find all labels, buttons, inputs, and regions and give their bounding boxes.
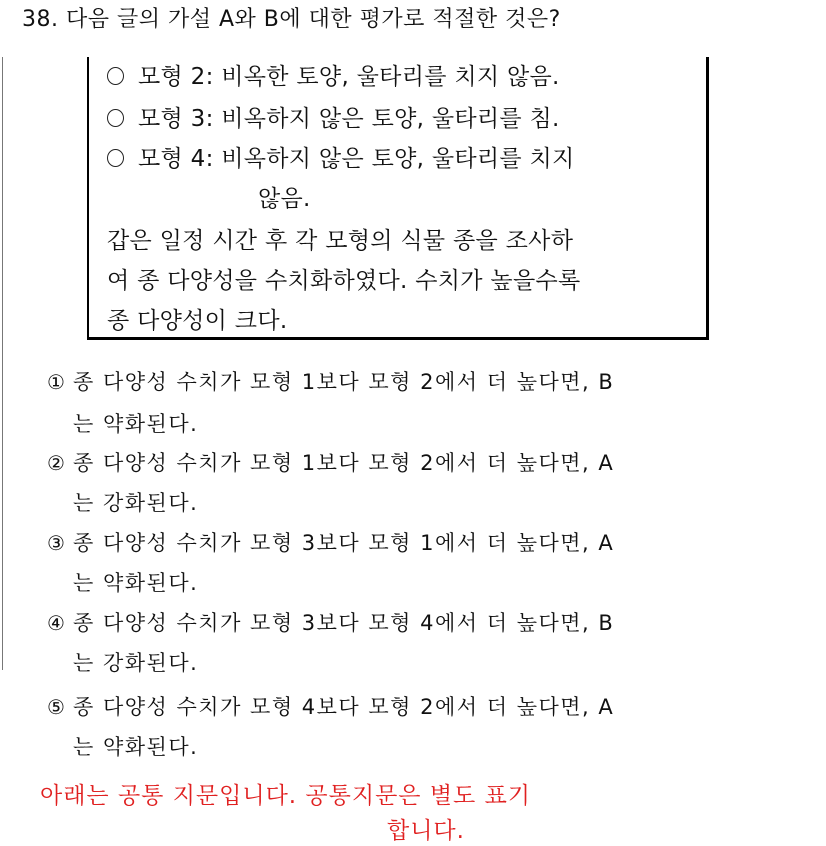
circle-bullet-icon <box>107 149 124 167</box>
model-3-line: 모형 3: 비옥하지 않은 토양, 울타리를 침. <box>107 100 560 133</box>
question-header <box>22 2 561 33</box>
passage-paragraph-line: 여 종 다양성을 수치화하였다. 수치가 높을수록 <box>107 268 581 294</box>
passage-paragraph-line: 갑은 일정 시간 후 각 모형의 식물 종을 조사하 <box>107 228 574 254</box>
common-passage-note-continuation: 합니다. <box>387 818 465 844</box>
option-2[interactable]: ② 종 다양성 수치가 모형 1보다 모형 2에서 더 높다면, A <box>47 451 615 475</box>
option-1-continuation: 는 약화된다. <box>73 412 199 436</box>
question-number: 38. <box>22 7 59 32</box>
option-number: ② <box>47 451 67 475</box>
option-2-continuation: 는 강화된다. <box>73 491 199 515</box>
option-number: ① <box>47 370 67 394</box>
model-4-continuation: 않음. <box>258 186 311 212</box>
option-3-continuation: 는 약화된다. <box>73 571 199 595</box>
model-2-line: 모형 2: 비옥한 토양, 울타리를 치지 않음. <box>107 58 560 91</box>
option-number: ③ <box>47 531 67 555</box>
option-number: ⑤ <box>47 695 67 719</box>
circle-bullet-icon <box>107 67 124 85</box>
model-4-line: 모형 4: 비옥하지 않은 토양, 울타리를 치지 <box>107 140 575 173</box>
option-5-continuation: 는 약화된다. <box>73 735 199 759</box>
option-3[interactable]: ③ 종 다양성 수치가 모형 3보다 모형 1에서 더 높다면, A <box>47 531 615 555</box>
question-prompt: 다음 글의 가설 A와 B에 대한 평가로 적절한 것은? <box>66 7 561 32</box>
common-passage-note: 아래는 공통 지문입니다. 공통지문은 별도 표기 <box>40 783 532 809</box>
option-1[interactable]: ① 종 다양성 수치가 모형 1보다 모형 2에서 더 높다면, B <box>47 370 615 394</box>
circle-bullet-icon <box>107 109 124 127</box>
option-4-continuation: 는 강화된다. <box>73 651 199 675</box>
column-divider <box>2 57 3 670</box>
option-4[interactable]: ④ 종 다양성 수치가 모형 3보다 모형 4에서 더 높다면, B <box>47 611 615 635</box>
passage-paragraph-line: 종 다양성이 크다. <box>107 308 288 334</box>
option-5[interactable]: ⑤ 종 다양성 수치가 모형 4보다 모형 2에서 더 높다면, A <box>47 695 615 719</box>
option-number: ④ <box>47 611 67 635</box>
